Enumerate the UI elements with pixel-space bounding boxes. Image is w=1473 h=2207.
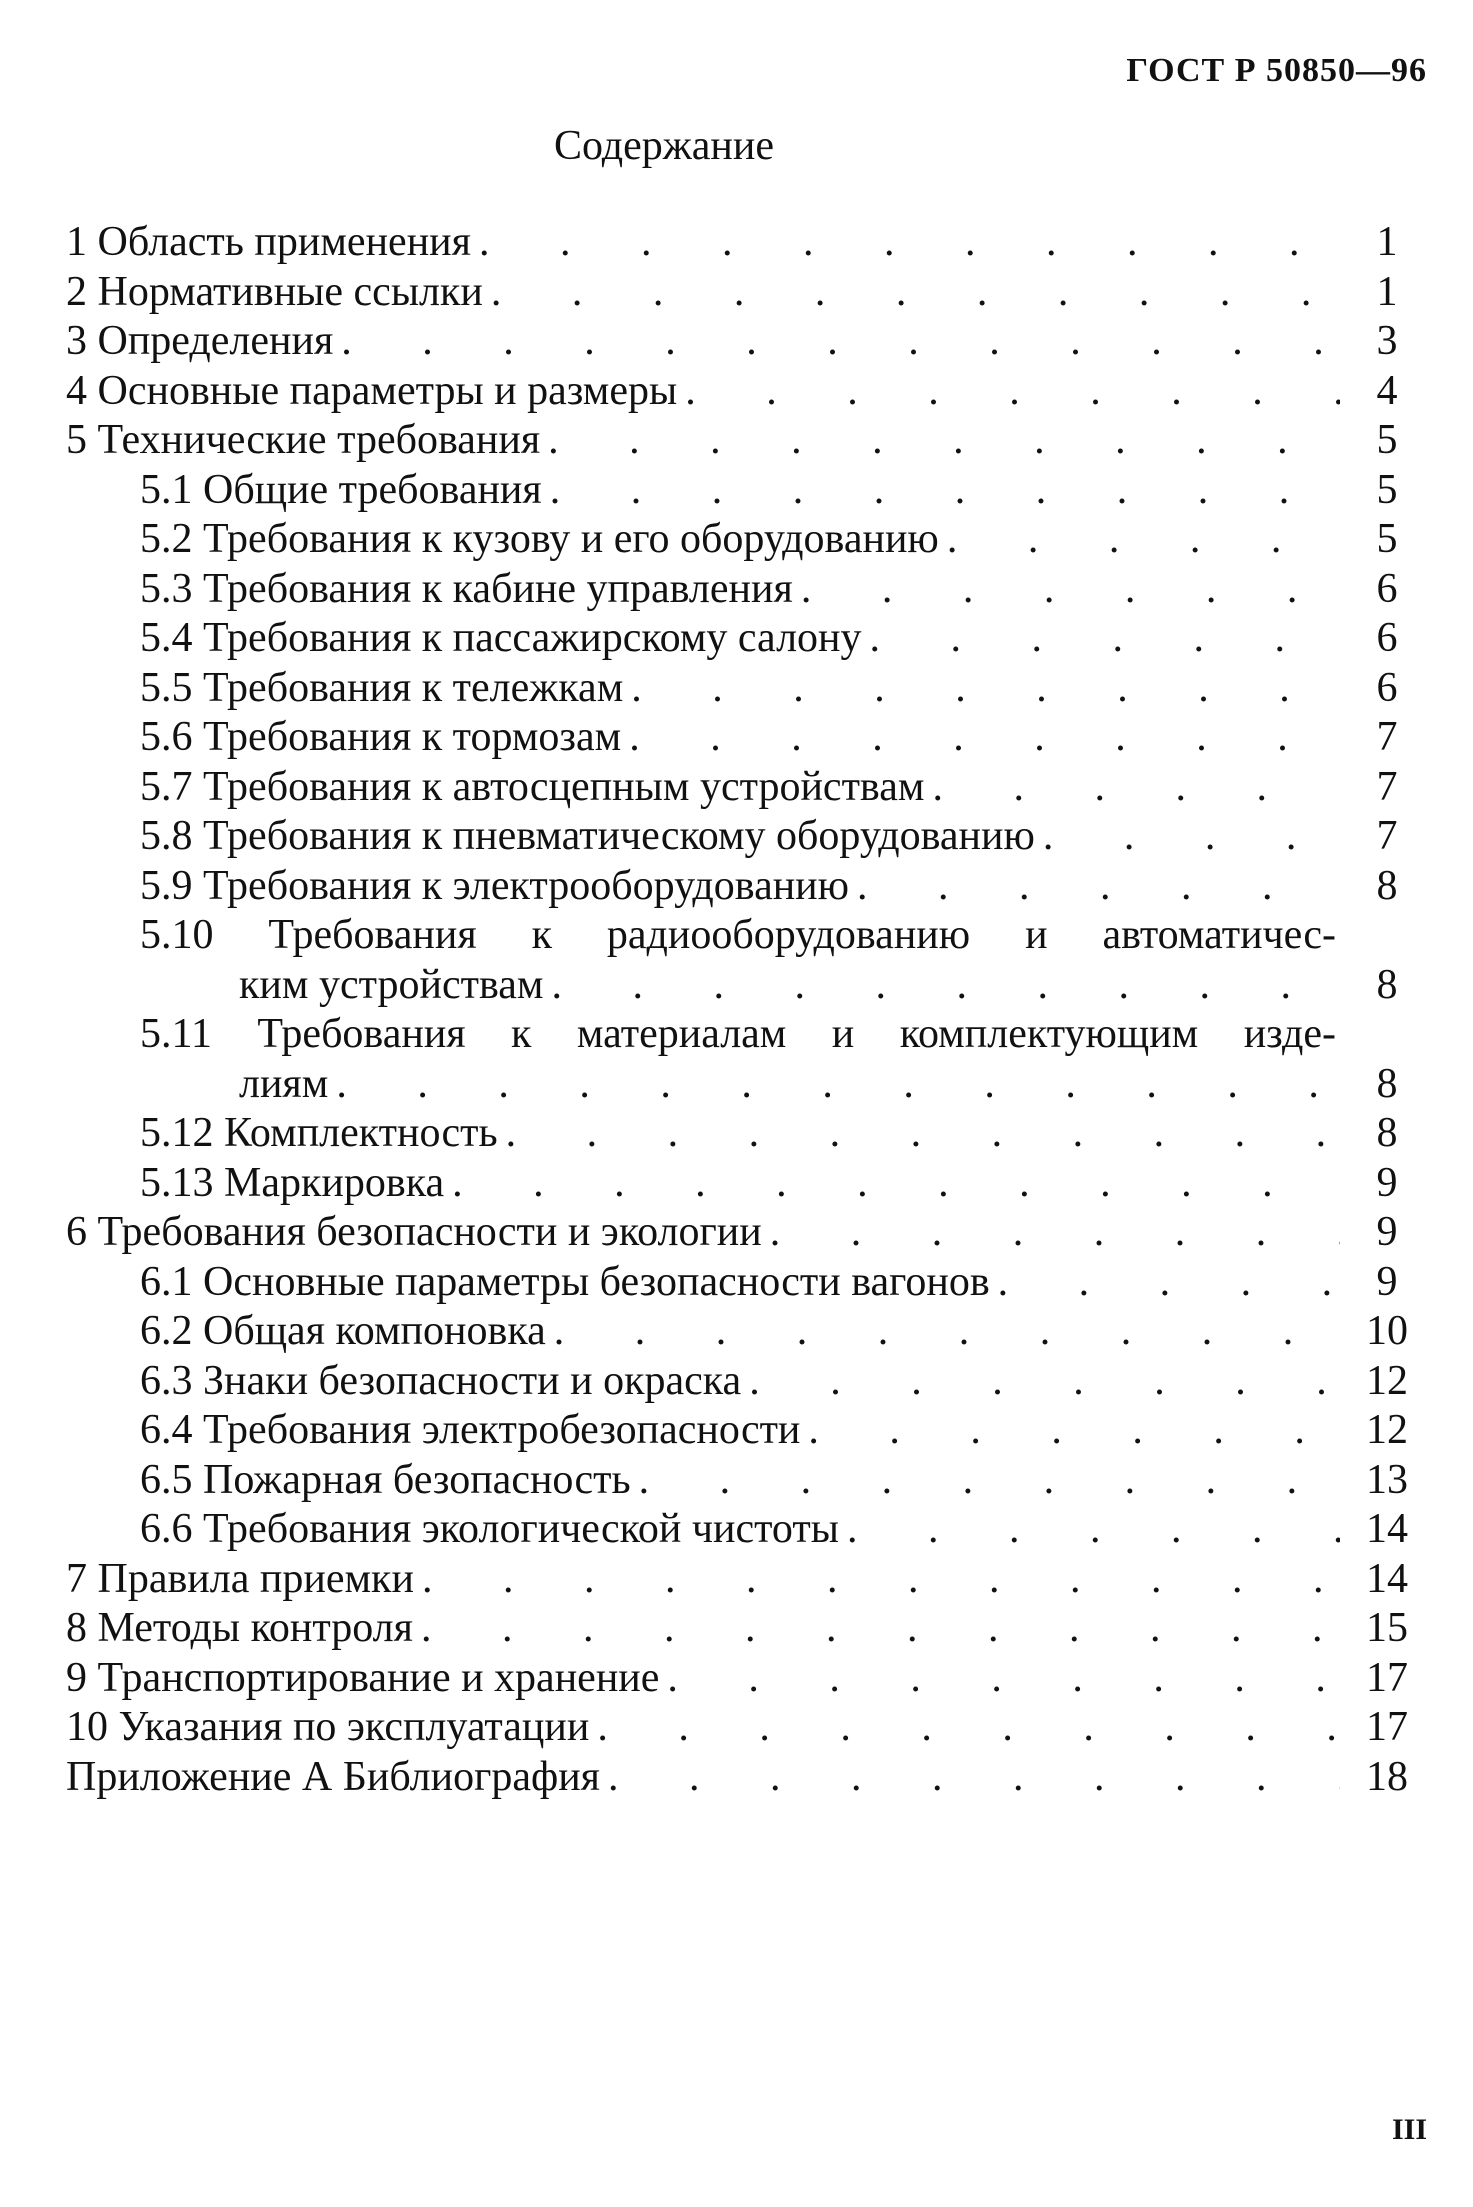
toc-page-number: 18 [1366, 1753, 1408, 1800]
toc-subentry [66, 466, 1416, 516]
toc-entry [66, 1703, 1416, 1753]
toc-entry-label: 7 Правила приемки [66, 1555, 414, 1602]
toc-subentry [66, 1505, 1416, 1555]
toc-subentry [66, 862, 1416, 912]
toc-page-number: 6 [1376, 615, 1398, 661]
toc-entry-label: 5.9 Требования к электрооборудованию [140, 862, 850, 909]
dot-leader [667, 1654, 1340, 1704]
toc-page-number: 7 [1376, 763, 1398, 810]
page-title: Содержание [553, 123, 775, 169]
toc-page-number: 5 [1376, 417, 1398, 463]
toc-subentry [66, 1159, 1416, 1209]
toc-subentry-continuation [66, 1060, 1416, 1110]
toc-entry-label: 6.5 Пожарная безопасность [140, 1456, 631, 1503]
dot-leader [506, 1109, 1340, 1159]
toc-entry [66, 268, 1416, 318]
dot-leader [341, 317, 1340, 367]
dot-leader [770, 1208, 1340, 1258]
toc-entry-label: ким устройствам [239, 961, 544, 1008]
dot-leader [847, 1505, 1340, 1555]
toc-subentry [66, 664, 1416, 714]
toc-page-number: 6 [1376, 565, 1398, 612]
toc-subentry [66, 565, 1416, 615]
toc-page-number: 9 [1376, 1209, 1398, 1255]
dot-leader [421, 1604, 1340, 1654]
toc-entry-label: 5 Технические требования [66, 417, 541, 463]
dot-leader [870, 614, 1340, 664]
dot-leader [479, 218, 1340, 268]
toc-entry [66, 1654, 1416, 1704]
toc-page-number: 17 [1366, 1704, 1408, 1750]
dot-leader [749, 1357, 1340, 1407]
toc-entry [66, 1555, 1416, 1605]
document-code: ГОСТ Р 50850—96 [1126, 52, 1427, 89]
toc-entry-label: лиям [239, 1060, 329, 1107]
toc-entry-label: 6.1 Основные параметры безопасности вагонов [140, 1258, 990, 1305]
toc-page-number: 8 [1376, 1060, 1398, 1107]
dot-leader [452, 1159, 1340, 1209]
toc-page-number: 15 [1366, 1605, 1408, 1651]
toc-subentry [66, 1357, 1416, 1407]
toc-page-number: 8 [1376, 1110, 1398, 1156]
toc-entry [66, 416, 1416, 466]
dot-leader [947, 515, 1340, 565]
table-of-contents [66, 218, 1416, 1802]
toc-entry-label: 6.3 Знаки безопасности и окраска [140, 1357, 742, 1404]
toc-entry-label: 8 Методы контроля [66, 1605, 413, 1651]
toc-subentry [66, 713, 1416, 763]
dot-leader [550, 466, 1340, 516]
toc-subentry [66, 1010, 1416, 1060]
toc-entry-label: 5.11 Требования к материалам и комплектующим изде- [140, 1011, 1336, 1057]
dot-leader [639, 1456, 1340, 1506]
toc-entry-label: Приложение А Библиография [66, 1753, 600, 1800]
toc-subentry [66, 1258, 1416, 1308]
toc-entry [66, 218, 1416, 268]
toc-page-number: 9 [1376, 1159, 1398, 1206]
toc-entry [66, 1753, 1416, 1803]
toc-page-number: 3 [1376, 318, 1398, 364]
toc-entry-label: 5.8 Требования к пневматическому оборудованию [140, 813, 1035, 859]
dot-leader [857, 862, 1340, 912]
toc-entry [66, 1604, 1416, 1654]
toc-subentry [66, 1307, 1416, 1357]
toc-entry-label: 5.5 Требования к тележкам [140, 664, 624, 711]
toc-page-number: 10 [1366, 1308, 1408, 1354]
toc-subentry [66, 911, 1416, 961]
page-number: III [1391, 2113, 1427, 2146]
toc-entry-label: 6 Требования безопасности и экологии [66, 1209, 762, 1255]
toc-entry-label: 5.7 Требования к автосцепным устройствам [140, 763, 925, 810]
toc-entry-label: 1 Область применения [66, 219, 471, 265]
dot-leader [631, 664, 1340, 714]
toc-page-number: 13 [1366, 1456, 1408, 1503]
toc-entry-label: 2 Нормативные ссылки [66, 268, 483, 315]
toc-entry-label: 5.12 Комплектность [140, 1110, 498, 1156]
toc-subentry [66, 515, 1416, 565]
toc-page-number: 17 [1366, 1654, 1408, 1701]
toc-entry-label: 5.10 Требования к радиооборудованию и автоматичес- [140, 912, 1336, 958]
dot-leader [491, 268, 1340, 318]
toc-page-number: 14 [1366, 1506, 1408, 1552]
toc-subentry [66, 812, 1416, 862]
dot-leader [685, 367, 1340, 417]
toc-entry-label: 9 Транспортирование и хранение [66, 1654, 660, 1701]
dot-leader [551, 961, 1340, 1011]
toc-subentry [66, 1456, 1416, 1506]
toc-page-number: 7 [1376, 813, 1398, 859]
dot-leader [629, 713, 1340, 763]
toc-subentry [66, 614, 1416, 664]
toc-page-number: 8 [1376, 862, 1398, 909]
dot-leader [336, 1060, 1340, 1110]
toc-page-number: 7 [1376, 714, 1398, 760]
dot-leader [998, 1258, 1340, 1308]
toc-page-number: 12 [1366, 1357, 1408, 1404]
dot-leader [801, 565, 1340, 615]
toc-page-number: 1 [1376, 268, 1398, 315]
toc-entry-label: 5.13 Маркировка [140, 1159, 445, 1206]
toc-entry-label: 6.6 Требования экологической чистоты [140, 1506, 839, 1552]
toc-entry [66, 367, 1416, 417]
toc-subentry [66, 763, 1416, 813]
toc-entry-label: 5.1 Общие требования [140, 466, 542, 513]
dot-leader [608, 1753, 1340, 1803]
dot-leader [548, 416, 1340, 466]
toc-entry-label: 3 Определения [66, 318, 334, 364]
toc-page-number: 1 [1376, 219, 1398, 265]
toc-entry-label: 6.2 Общая компоновка [140, 1308, 546, 1354]
toc-subentry-continuation [66, 961, 1416, 1011]
dot-leader [422, 1555, 1340, 1605]
toc-page-number: 8 [1376, 961, 1398, 1008]
toc-entry-label: 6.4 Требования электробезопасности [140, 1407, 801, 1453]
dot-leader [932, 763, 1340, 813]
dot-leader [808, 1406, 1340, 1456]
toc-entry-label: 10 Указания по эксплуатации [66, 1704, 590, 1750]
dot-leader [554, 1307, 1340, 1357]
toc-page-number: 5 [1376, 466, 1398, 513]
dot-leader [597, 1703, 1340, 1753]
toc-entry [66, 1208, 1416, 1258]
toc-page-number: 14 [1366, 1555, 1408, 1602]
dot-leader [1043, 812, 1340, 862]
toc-page-number: 4 [1376, 367, 1398, 414]
toc-entry [66, 317, 1416, 367]
toc-entry-label: 4 Основные параметры и размеры [66, 367, 678, 414]
toc-entry-label: 5.3 Требования к кабине управления [140, 565, 793, 612]
toc-page-number: 12 [1366, 1407, 1408, 1453]
toc-subentry [66, 1406, 1416, 1456]
toc-entry-label: 5.4 Требования к пассажирскому салону [140, 615, 862, 661]
toc-page-number: 6 [1376, 664, 1398, 711]
toc-page-number: 5 [1376, 516, 1398, 562]
toc-entry-label: 5.6 Требования к тормозам [140, 714, 622, 760]
toc-entry-label: 5.2 Требования к кузову и его оборудованию [140, 516, 939, 562]
toc-subentry [66, 1109, 1416, 1159]
toc-page-number: 9 [1376, 1258, 1398, 1305]
